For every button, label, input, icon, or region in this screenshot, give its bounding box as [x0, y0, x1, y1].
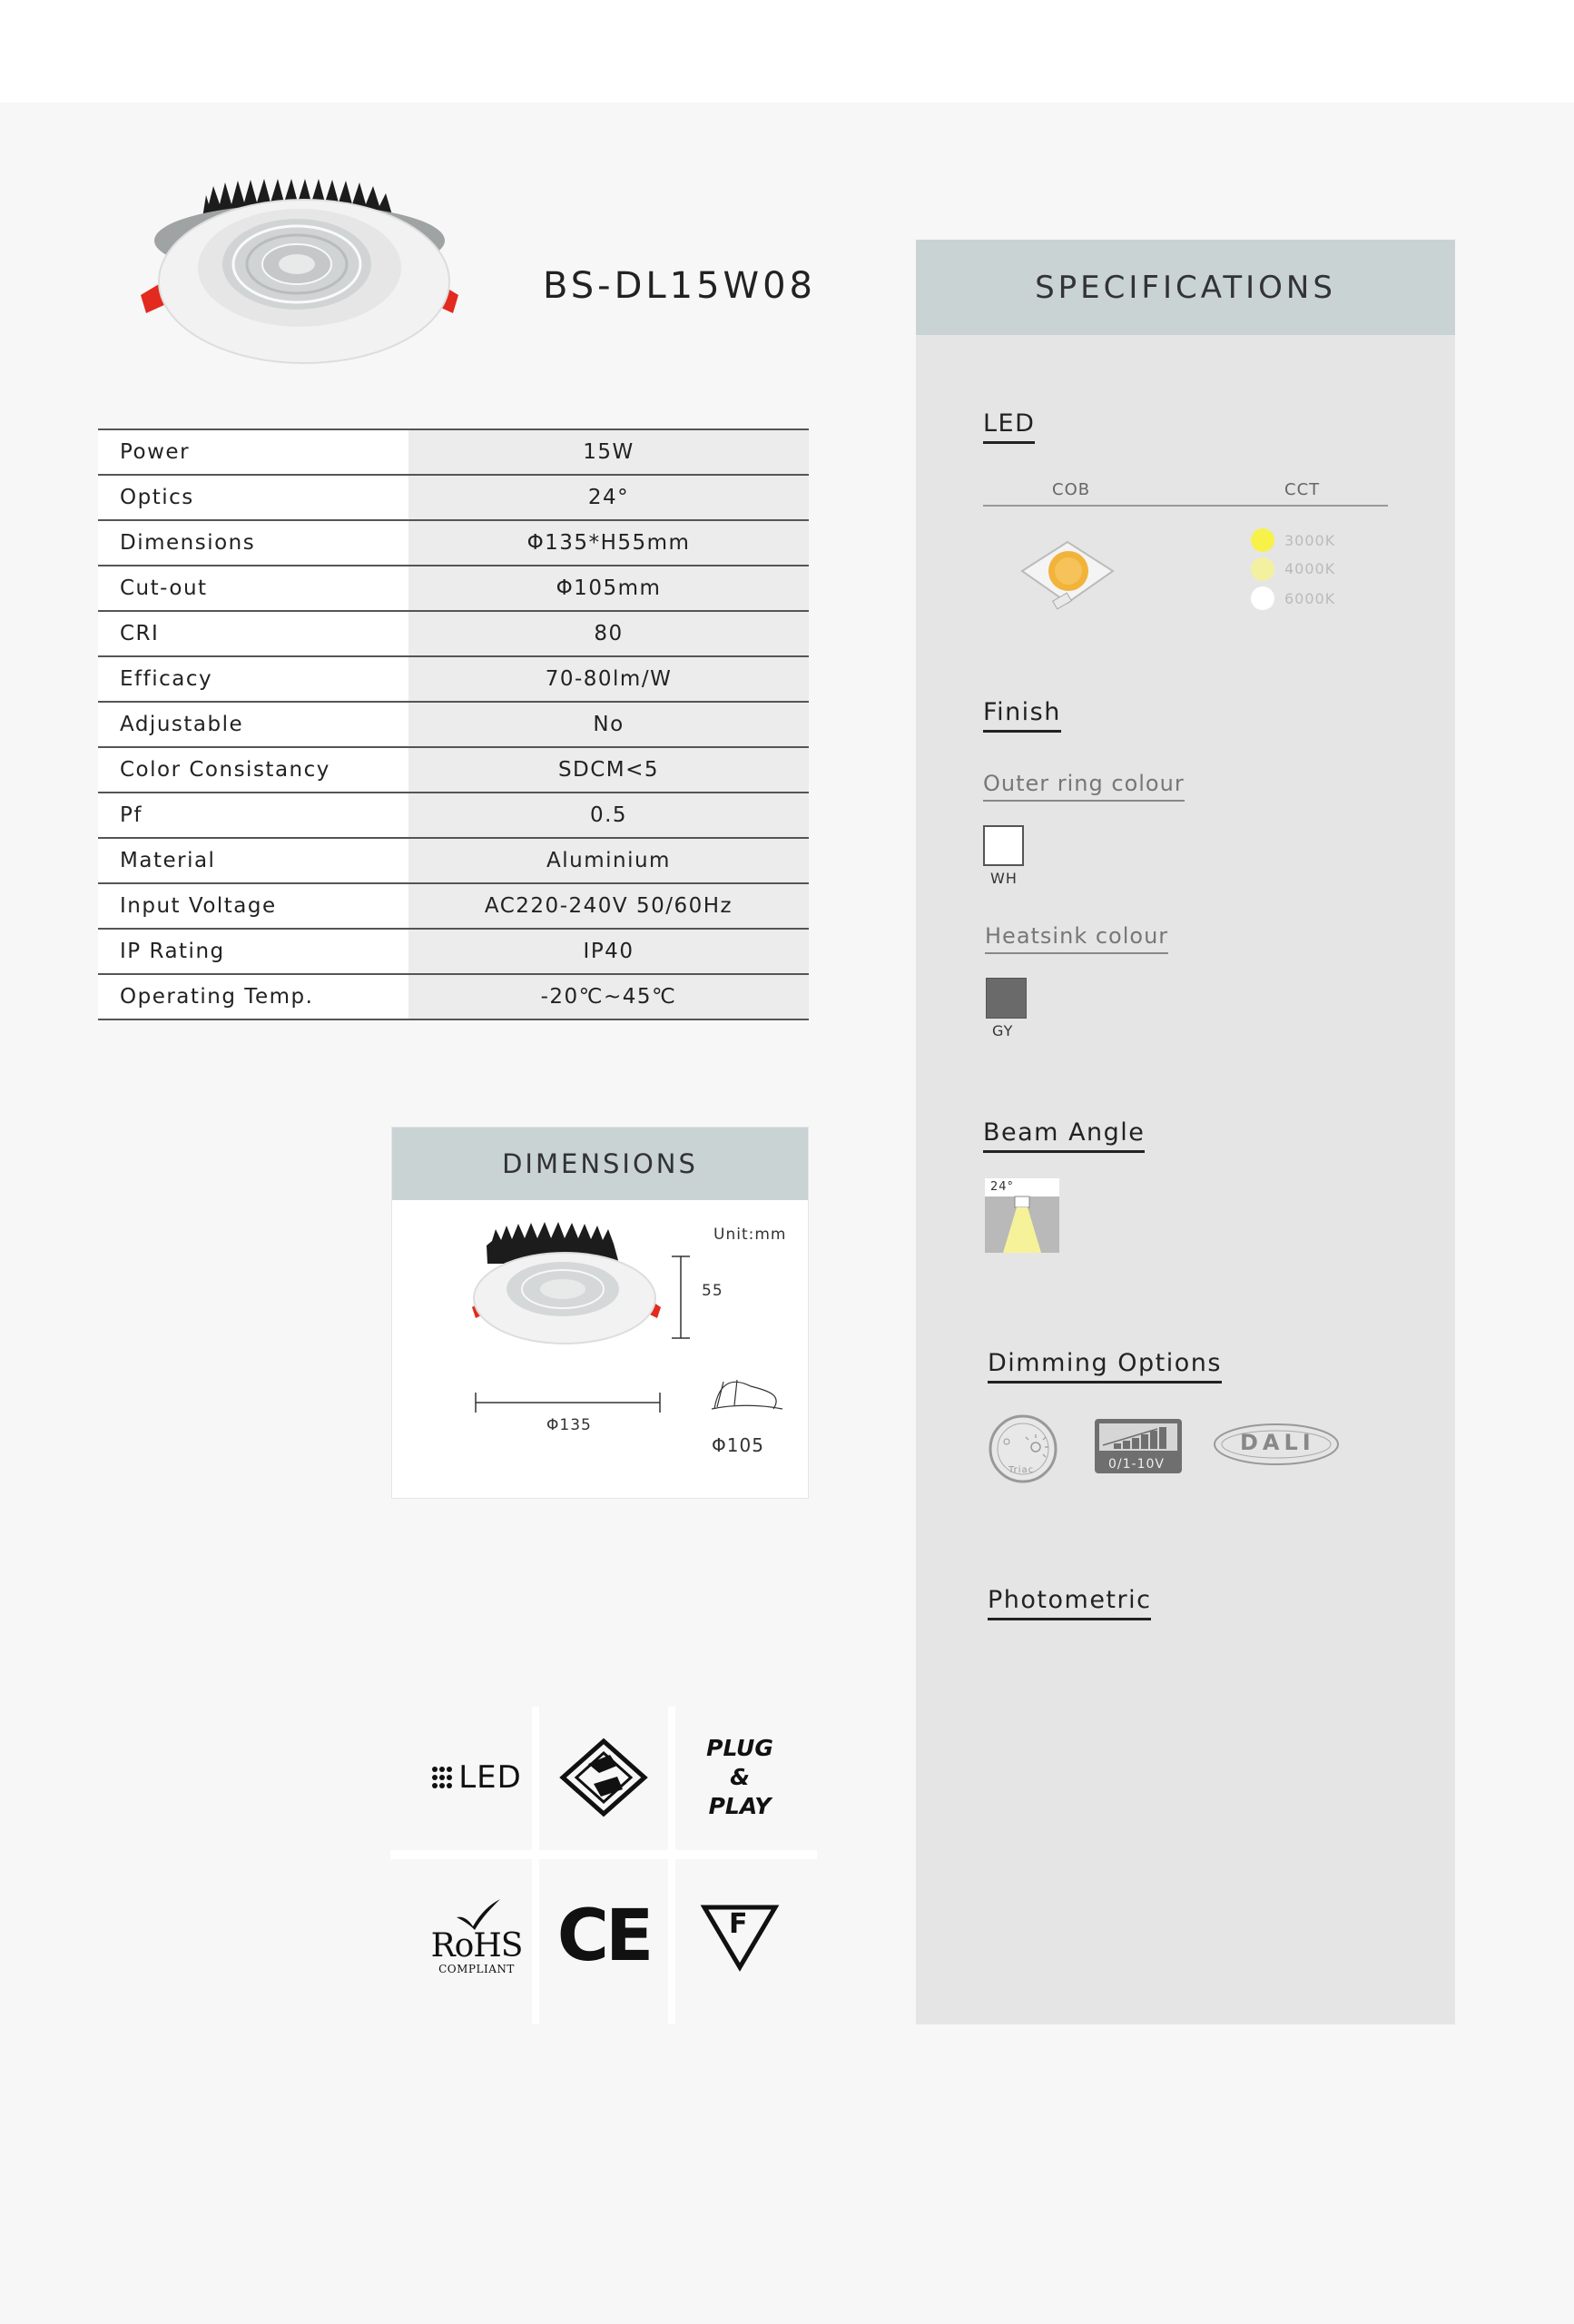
- dali-label: DALI: [1240, 1430, 1315, 1455]
- specifications-panel: [916, 240, 1455, 2024]
- spec-value: 24°: [408, 475, 809, 520]
- enec-logo: [540, 1711, 667, 1843]
- product-image: [123, 177, 486, 377]
- cob-chip-icon: [1018, 535, 1117, 612]
- spec-label: Material: [98, 838, 408, 883]
- rohs-compliant-text: COMPLIANT: [438, 1962, 515, 1975]
- dimensions-box: [391, 1127, 809, 1499]
- cct-3000k-dot: [1251, 528, 1274, 552]
- cutout-value: Φ105: [712, 1434, 764, 1456]
- heatsink-code: GY: [992, 1022, 1014, 1039]
- finish-section-title: Finish: [983, 698, 1061, 733]
- spec-label: CRI: [98, 611, 408, 656]
- spec-label: Color Consistancy: [98, 747, 408, 793]
- spec-value: 15W: [408, 429, 809, 475]
- led-logo: [413, 1711, 540, 1843]
- dimming-section-title: Dimming Options: [988, 1349, 1222, 1384]
- ce-logo: [540, 1870, 667, 2002]
- led-section-title: LED: [983, 409, 1035, 444]
- table-row: [98, 793, 809, 838]
- plug-line-2: &: [730, 1763, 750, 1790]
- height-dimension-line: [672, 1256, 690, 1338]
- triac-label: Triac: [1008, 1465, 1035, 1475]
- heatsink-title: Heatsink colour: [985, 923, 1168, 954]
- f-letter: F: [729, 1908, 748, 1940]
- led-text: LED: [458, 1758, 522, 1796]
- spec-label: Operating Temp.: [98, 974, 408, 1019]
- table-row: [98, 656, 809, 702]
- table-row: [98, 566, 809, 611]
- cutout-icon: [712, 1380, 782, 1409]
- height-value: 55: [702, 1282, 723, 1300]
- spec-value: SDCM<5: [408, 747, 809, 793]
- specifications-title: SPECIFICATIONS: [916, 240, 1455, 335]
- cct-4000k-dot: [1251, 557, 1274, 581]
- spec-value: No: [408, 702, 809, 747]
- outer-ring-swatch: [983, 825, 1024, 866]
- spec-value: 70-80lm/W: [408, 656, 809, 702]
- spec-label: Input Voltage: [98, 883, 408, 929]
- table-row: [98, 929, 809, 974]
- ce-mark: CE: [556, 1895, 651, 1977]
- table-row: [98, 747, 809, 793]
- led-divider: [983, 505, 1388, 507]
- spec-label: Adjustable: [98, 702, 408, 747]
- plug-line-3: PLAY: [708, 1792, 772, 1819]
- small-lamp-drawing: [472, 1222, 661, 1344]
- table-row: [98, 974, 809, 1019]
- spec-value: -20℃~45℃: [408, 974, 809, 1019]
- cct-3000k-label: 3000K: [1284, 532, 1336, 549]
- spec-value: IP40: [408, 929, 809, 974]
- table-row: [98, 611, 809, 656]
- plug-and-play-logo: [676, 1711, 803, 1843]
- rohs-text: RoHS: [430, 1926, 523, 1965]
- beam-angle-value: 24°: [990, 1180, 1015, 1194]
- diameter-value: Φ135: [546, 1416, 592, 1434]
- spec-value: Aluminium: [408, 838, 809, 883]
- heatsink-swatch: [986, 978, 1027, 1019]
- cob-label: COB: [1052, 480, 1091, 499]
- spec-value: Φ105mm: [408, 566, 809, 611]
- table-row: [98, 429, 809, 475]
- spec-label: Optics: [98, 475, 408, 520]
- analog-label: 0/1-10V: [1108, 1457, 1165, 1472]
- rohs-logo: [413, 1870, 540, 2002]
- cct-4000k-label: 4000K: [1284, 560, 1336, 577]
- spec-value: AC220-240V 50/60Hz: [408, 883, 809, 929]
- photometric-section-title: Photometric: [988, 1586, 1151, 1620]
- model-number: BS-DL15W08: [543, 265, 816, 307]
- table-row: [98, 838, 809, 883]
- spec-label: Pf: [98, 793, 408, 838]
- spec-label: IP Rating: [98, 929, 408, 974]
- cct-6000k-dot: [1251, 586, 1274, 610]
- certification-logos: [390, 1707, 817, 2024]
- diameter-dimension-line: [476, 1393, 660, 1413]
- outer-ring-code: WH: [990, 870, 1018, 887]
- cct-6000k-label: 6000K: [1284, 590, 1336, 607]
- table-row: [98, 883, 809, 929]
- spec-value: 0.5: [408, 793, 809, 838]
- plug-line-1: PLUG: [706, 1734, 773, 1761]
- dimensions-title: DIMENSIONS: [392, 1128, 808, 1200]
- rohs-check-icon: [449, 1897, 504, 1930]
- spec-label: Power: [98, 429, 408, 475]
- beam-angle-section-title: Beam Angle: [983, 1118, 1145, 1153]
- led-dots-icon: [431, 1764, 458, 1791]
- spec-label: Cut-out: [98, 566, 408, 611]
- f-mark-logo: [676, 1870, 803, 2002]
- spec-table: [98, 428, 809, 1020]
- spec-value: 80: [408, 611, 809, 656]
- table-row: [98, 702, 809, 747]
- spec-label: Efficacy: [98, 656, 408, 702]
- spec-label: Dimensions: [98, 520, 408, 566]
- spec-value: Φ135*H55mm: [408, 520, 809, 566]
- table-row: [98, 520, 809, 566]
- unit-label: Unit:mm: [713, 1226, 787, 1244]
- cct-label: CCT: [1284, 480, 1321, 499]
- outer-ring-title: Outer ring colour: [983, 771, 1185, 802]
- enec-mark-icon: [554, 1737, 654, 1818]
- table-row: [98, 475, 809, 520]
